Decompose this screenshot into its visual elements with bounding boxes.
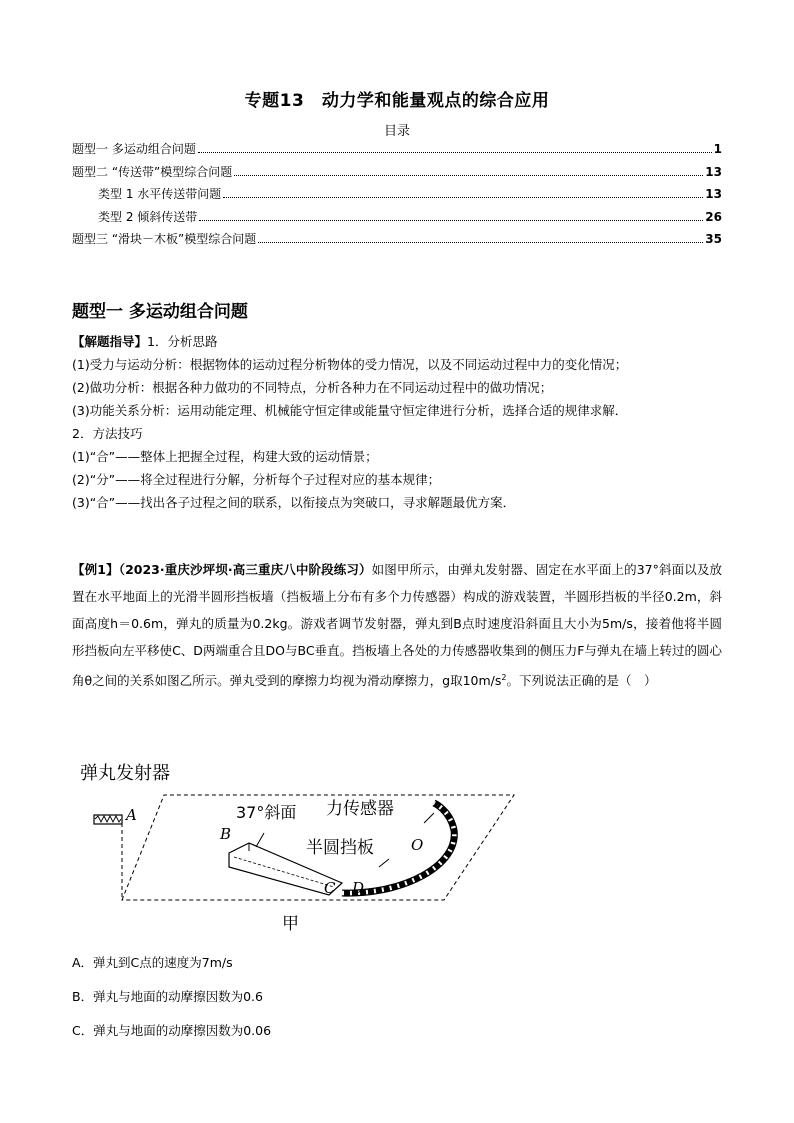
table-of-contents xyxy=(72,140,722,253)
figure-label-A: A xyxy=(126,806,137,824)
toc-leader-dots xyxy=(223,197,703,198)
example-label: 【例1】 xyxy=(72,562,119,577)
figure-label-launcher: 弹丸发射器 xyxy=(80,763,170,784)
toc-leader-dots xyxy=(198,152,712,153)
toc-entry-label: 题型二 “传送带”模型综合问题 xyxy=(72,164,233,179)
guide-first-text: 1．分析思路 xyxy=(147,334,218,349)
example-text-end: 。下列说法正确的是（ ） xyxy=(506,673,657,689)
option-a[interactable]: A．弹丸到C点的速度为7m/s xyxy=(72,955,233,970)
figure-label-B: B xyxy=(220,825,232,843)
section-heading: 题型一 多运动组合问题 xyxy=(72,302,248,322)
figure-label-C: C xyxy=(324,879,336,897)
figure-jia xyxy=(74,755,524,935)
document-title: 专题13 动力学和能量观点的综合应用 xyxy=(244,91,550,111)
toc-entry-label: 题型三 “滑块－木板”模型综合问题 xyxy=(72,232,257,246)
guide-line: (3)功能关系分析：运用动能定理、机械能守恒定律或能量守恒定律进行分析，选择合适的规律求解． xyxy=(72,403,628,418)
figure-label-barrier: 半圆挡板 xyxy=(306,838,374,858)
guide-line: (1)受力与运动分析：根据物体的运动过程分析物体的受力情况，以及不同运动过程中力的变化情况； xyxy=(72,357,628,372)
answer-options xyxy=(72,952,271,1054)
guide-line xyxy=(72,330,732,353)
toc-leader-dots xyxy=(199,220,703,221)
barrier-pointer xyxy=(379,859,389,867)
sensor-pointer xyxy=(424,813,434,823)
toc-entry[interactable] xyxy=(72,163,722,186)
guide-label: 【解题指导】 xyxy=(72,334,148,349)
option-b[interactable]: B．弹丸与地面的动摩擦因数为0.6 xyxy=(72,989,263,1004)
toc-entry[interactable] xyxy=(72,208,722,231)
toc-heading: 目录 xyxy=(383,124,410,139)
figure-caption: 甲 xyxy=(282,914,299,934)
example-text: 如图甲所示，由弹丸发射器、固定在水平面上的37°斜面以及放置在水平地面上的光滑半圆形挡板墙（挡板墙上分布有多个力传感器）构成的游戏装置，半圆形挡板的半径0.2m，斜面高度h＝0.6m，弹丸的质量为0.2kg。游戏者调节发射器，弹丸到B点时速度沿斜面且大小为5m/s，接着他将半圆形挡板向左平移使C、D两端重合且DO与BC垂直。挡板墙上各处的力传感器收集到的侧压力F与弹丸在墙上转过的圆心角θ之间的关系如图乙所示。弹丸受到的摩擦力均视为滑动摩擦力，g取10m/s xyxy=(72,562,722,689)
example-problem xyxy=(72,556,722,694)
toc-entry-label: 类型 2 倾斜传送带 xyxy=(98,209,198,224)
toc-entry-page: 26 xyxy=(705,209,722,224)
toc-entry-page: 13 xyxy=(705,187,722,201)
figure-label-D: D xyxy=(352,879,365,897)
toc-entry[interactable] xyxy=(72,230,722,253)
toc-entry-page: 1 xyxy=(713,142,722,156)
guide-line: (2)做功分析：根据各种力做功的不同特点，分析各种力在不同运动过程中的做功情况； xyxy=(72,380,553,395)
figure-label-sensor: 力传感器 xyxy=(326,799,394,819)
guide-line: (3)“合”——找出各子过程之间的联系，以衔接点为突破口，寻求解题最优方案． xyxy=(72,495,516,510)
toc-leader-dots xyxy=(258,242,703,243)
toc-entry-label: 题型一 多运动组合问题 xyxy=(72,142,196,156)
toc-entry-page: 35 xyxy=(705,232,722,246)
guide-line: 2．方法技巧 xyxy=(72,426,143,441)
figure-label-incline: 37°斜面 xyxy=(236,803,297,822)
problem-guide xyxy=(72,330,732,514)
toc-entry-label: 类型 1 水平传送带问题 xyxy=(98,187,222,201)
toc-leader-dots xyxy=(234,175,703,176)
option-c[interactable]: C．弹丸与地面的动摩擦因数为0.06 xyxy=(72,1023,272,1038)
toc-entry-page: 13 xyxy=(705,164,722,179)
guide-line: (2)“分”——将全过程进行分解，分析每个子过程对应的基本规律； xyxy=(72,472,441,487)
incline-pointer xyxy=(256,833,264,847)
example-superscript: 2 xyxy=(501,673,507,682)
figure-label-O: O xyxy=(411,836,424,854)
toc-entry[interactable] xyxy=(72,140,722,163)
guide-line: (1)“合”——整体上把握全过程，构建大致的运动情景； xyxy=(72,449,378,464)
toc-entry[interactable] xyxy=(72,185,722,208)
example-source: （2023·重庆沙坪坝·高三重庆八中阶段练习） xyxy=(118,562,372,577)
